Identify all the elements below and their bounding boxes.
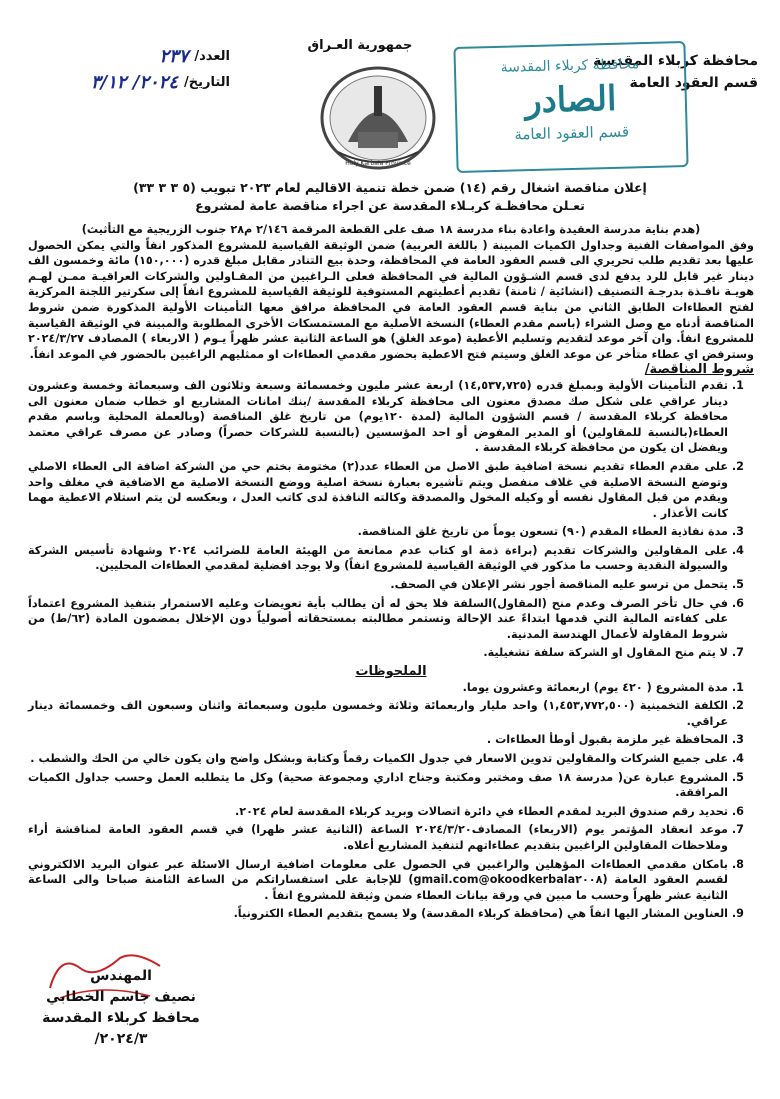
notes-heading: الملحوظات xyxy=(355,664,427,680)
logo-caption: Holy Karbala Province xyxy=(345,160,411,167)
reference-date-row xyxy=(40,70,230,96)
date-value: ٢٠٢٤/ ٣/١٢ xyxy=(90,72,178,93)
condition-item: 4. على المقاولين والشركات تقديم (براءة ذمة او كتاب عدم ممانعة من الهيئة العامة للضرائب ٢٠٢٤ وشهادة تأسيس الشركة والسيولة النقدية وحسب ما مذكور في الوثيقة القياسية للمشروع انفاً) ولا يوجد افضلية لمقدمي العطاءات المحليين. xyxy=(28,543,728,574)
reference-block xyxy=(40,44,230,96)
condition-item: 1. تقدم التأمينات الأولية وبمبلغ قدره (١٤,٥٣٧,٧٢٥) اربعة عشر مليون وخمسمائة وسبعة وثلاثون الف وسبعمائة وخمسة وعشرون دينار عراقي على شكل صك مصدق معنون الى محافظة كربلاء المقدسة /بنك امانات المشاريع او خطاب ضمان معنون الى محافظة كربلاء المقدسة / قسم الشؤون المالية (لمدة ١٢٠يوم) من تاريخ غلق المناقصة (وبالعملة المحلية وباسم مقدم العطاء(بالنسبة للمقاولين) أو المدير المفوض أو احد المؤسسين (بالنسبة للشركات حصراً) وصادر عن مصرف عراقي معتمد ويفضل ان يكون من محافظة كربلاء المقدسة . xyxy=(28,378,728,456)
stamp-line-province: محافظة كربلاء المقدسة xyxy=(500,56,640,76)
note-item: 8. بامكان مقدمي العطاءات المؤهلين والراغبين في الحصول على معلومات اضافية ارسال الاسئلة عبر عنوان البريد الالكتروني لقسم العقود العامة (okoodkerbala٢٠٠٨@gmail.com) للإجابة على استفساراتكم من الساعة الثامنة صباحا والى الساعة الثانية عشر ظهراً وحسب ما مبين في ورقة بيانات العطاء ضمن وثيقة للمشروع انفاً . xyxy=(28,857,728,904)
condition-item: 7. لا يتم منح المقاول او الشركة سلفة تشغيلية. xyxy=(28,645,728,661)
signer-name: نصيف جاسم الخطابي xyxy=(46,989,196,1005)
note-item: 1. مدة المشروع ( ٤٢٠ يوم) اربعمائة وعشرون يوما. xyxy=(28,680,728,696)
number-value: ٢٣٧ xyxy=(159,46,189,67)
stamp-line-outgoing: الصادر xyxy=(524,78,617,122)
announcement-title: إعلان مناقصة اشغال رقم (١٤) ضمن خطة تنمية الاقاليم لعام ٢٠٢٣ تبويب (٥ ٣ ٣ ٣٣) xyxy=(133,180,647,195)
condition-item: 6. في حال تأخر الصرف وعدم منح (المقاول)السلفة فلا يحق له أن يطالب بأية تعويضات وعليه الاستمرار بتنفيذ المشروع اعتماداً على كفاءته المالية التي قدمها ابتداءً عند الإحالة وتستمر مطالبته بمستحقاته أصولياً دون الإخلال بمضمون المادة (٦٢/ط) من شروط المقاولة لأعمال الهندسة المدنية. xyxy=(28,596,728,643)
announcement-subtitle: تعـلن محافظـة كربـلاء المقدسة عن اجراء مناقصة عامة لمشروع xyxy=(195,198,585,213)
signature-block xyxy=(36,966,206,1050)
date-label: التاريخ/ xyxy=(183,75,230,90)
notes-list xyxy=(28,680,754,922)
signer-title: المهندس xyxy=(90,968,152,984)
condition-item: 5. يتحمل من ترسو عليه المناقصة أجور نشر الإعلان في الصحف. xyxy=(28,577,728,593)
conditions-list xyxy=(28,378,754,661)
country-name: جمهورية العـراق xyxy=(307,38,413,53)
stamp-line-department: قسم العقود العامة xyxy=(514,122,630,144)
reference-number-row xyxy=(40,44,230,70)
conditions-heading: شروط المناقصة/ xyxy=(644,362,754,378)
note-item: 9. العناوين المشار اليها انفاً هي (محافظة كربلاء المقدسة) ولا يسمح بتقديم العطاء الكترونياً. xyxy=(28,906,728,922)
issuer-province: محافظة كربلاء المقدسة xyxy=(593,53,758,69)
project-description: (هدم بناية مدرسة العقيدة واعادة بناء مدرسة ١٨ صف على القطعة المرقمة ٢/١٤٦ م٢٨ جنوب الزريجية مع التأثيث) xyxy=(81,223,701,236)
note-item: 7. موعد انعقاد المؤتمر يوم (الاربعاء) المصادف٢٠٢٤/٣/٢٠ الساعة (الثانية عشر ظهرا) في قسم العقود العامة لمناقشة أراء وملاحظات المقاولين الراغبين بتقديم عطاءاتهم لتنفيذ المشاريع أعلاه. xyxy=(28,822,728,853)
note-item: 5. المشروع عبارة عن( مدرسة ١٨ صف ومختبر ومكتبة وجناح اداري ومجموعة صحية) وكل ما يتطلبه العمل وحسب جداول الكميات المرافقة. xyxy=(28,770,728,801)
issuer-department: قسم العقود العامة xyxy=(629,75,758,91)
signature-date: ٢٠٢٤/٣/ xyxy=(94,1031,148,1047)
condition-item: 2. على مقدم العطاء تقديم نسخة اضافية طبق الاصل من العطاء عدد(٢) مختومة بختم حي من الشركة اضافة الى العطاء الاصلي وتوضع النسخة الاصلية في غلاف منفصل ويتم تأشيره بعبارة نسخة اصلية ووضع النسخة الاصلية مع الاضافية في مغلف واحد ويقدم من قبل المقاول نفسه أو وكيله المخول والمصدقة وكالته النافذة لدى كاتب العدل ، وبعكسه لن يتم استلام الاعطية مهما كانت الأعذار . xyxy=(28,459,728,521)
province-logo xyxy=(318,62,438,174)
note-item: 3. المحافظة غير ملزمة بقبول أوطأ العطاءات . xyxy=(28,732,728,748)
announcement-paragraph: وفق المواصفات الفنية وجداول الكميات المبينة ( باللغة العربية) ضمن الوثيقة القياسية للمشروع المذكور انفاً والتي يمكن الحصول عليها بعد تقديم طلب تحريري الى قسم العقود العامة في المحافظة، وحدة بيع التنادر مقابل مبلغ قدره (١٥٠,٠٠٠) مائة وخمسون الف دينار غير قابل للرد يدفع لدى قسم الشـؤون المالية في المحافظة فعلى الـراغبين من المقـاولين والشركات العراقيـة ممـن لهـم هويـة نافـذة بدرجـة التصنيف (انشائية / ثامنة) تقديم أعطيتهم المستوفية للوثيقة القياسية للمشروع انفاً إلى سكرتير اللجنة المركزية لفتح العطاءات الطابق الثاني من بناية قسم العقود العامة في المحافظة مرافق معها التأمينات الأولية المذكورة ضمن شروط المناقصة أدناه مع وصل الشراء (باسم مقدم العطاء) النسخة الأصلية مع المستمسكات الأخرى المطلوبة والمبينة في الوثيقة القياسية للمشروع انفاً. وان آخر موعد لتقديم وتسليم الأعطية (موعد الغلق) هو الساعة الثانية عشر ظهراً يـوم ( الاربعاء ) المصادف ٢٠٢٤/٣/٢٧ وسترفض اي عطاء متأخر عن موعد الغلق وسيتم فتح الاعطية بحضور مقدمي العطاءات او ممثليهم الراغبين بالحضور في الموعد انفاً. xyxy=(28,238,754,361)
note-item: 6. تحديد رقم صندوق البريد لمقدم العطاء في دائرة اتصالات وبريد كربلاء المقدسة لعام ٢٠٢٤. xyxy=(28,804,728,820)
condition-item: 3. مدة نفاذية العطاء المقدم (٩٠) تسعون يوماً من تاريخ غلق المناقصة. xyxy=(28,524,728,540)
note-item: 2. الكلفة التخمينية (١,٤٥٣,٧٧٢,٥٠٠) واحد مليار واربعمائة وثلاثة وخمسون مليون وسبعمائة واثنان وسبعون الف وخمسمائة دينار عراقي. xyxy=(28,698,728,729)
signer-role: محافظ كربلاء المقدسة xyxy=(42,1010,200,1026)
announcement-body xyxy=(28,222,754,925)
outgoing-stamp xyxy=(453,41,688,173)
number-label: العدد/ xyxy=(194,49,230,64)
note-item: 4. على جميع الشركات والمقاولين تدوين الاسعار في جدول الكميات رقماً وكتابة وبشكل واضح وان يكون خالي من الحك والشطب . xyxy=(28,751,728,767)
